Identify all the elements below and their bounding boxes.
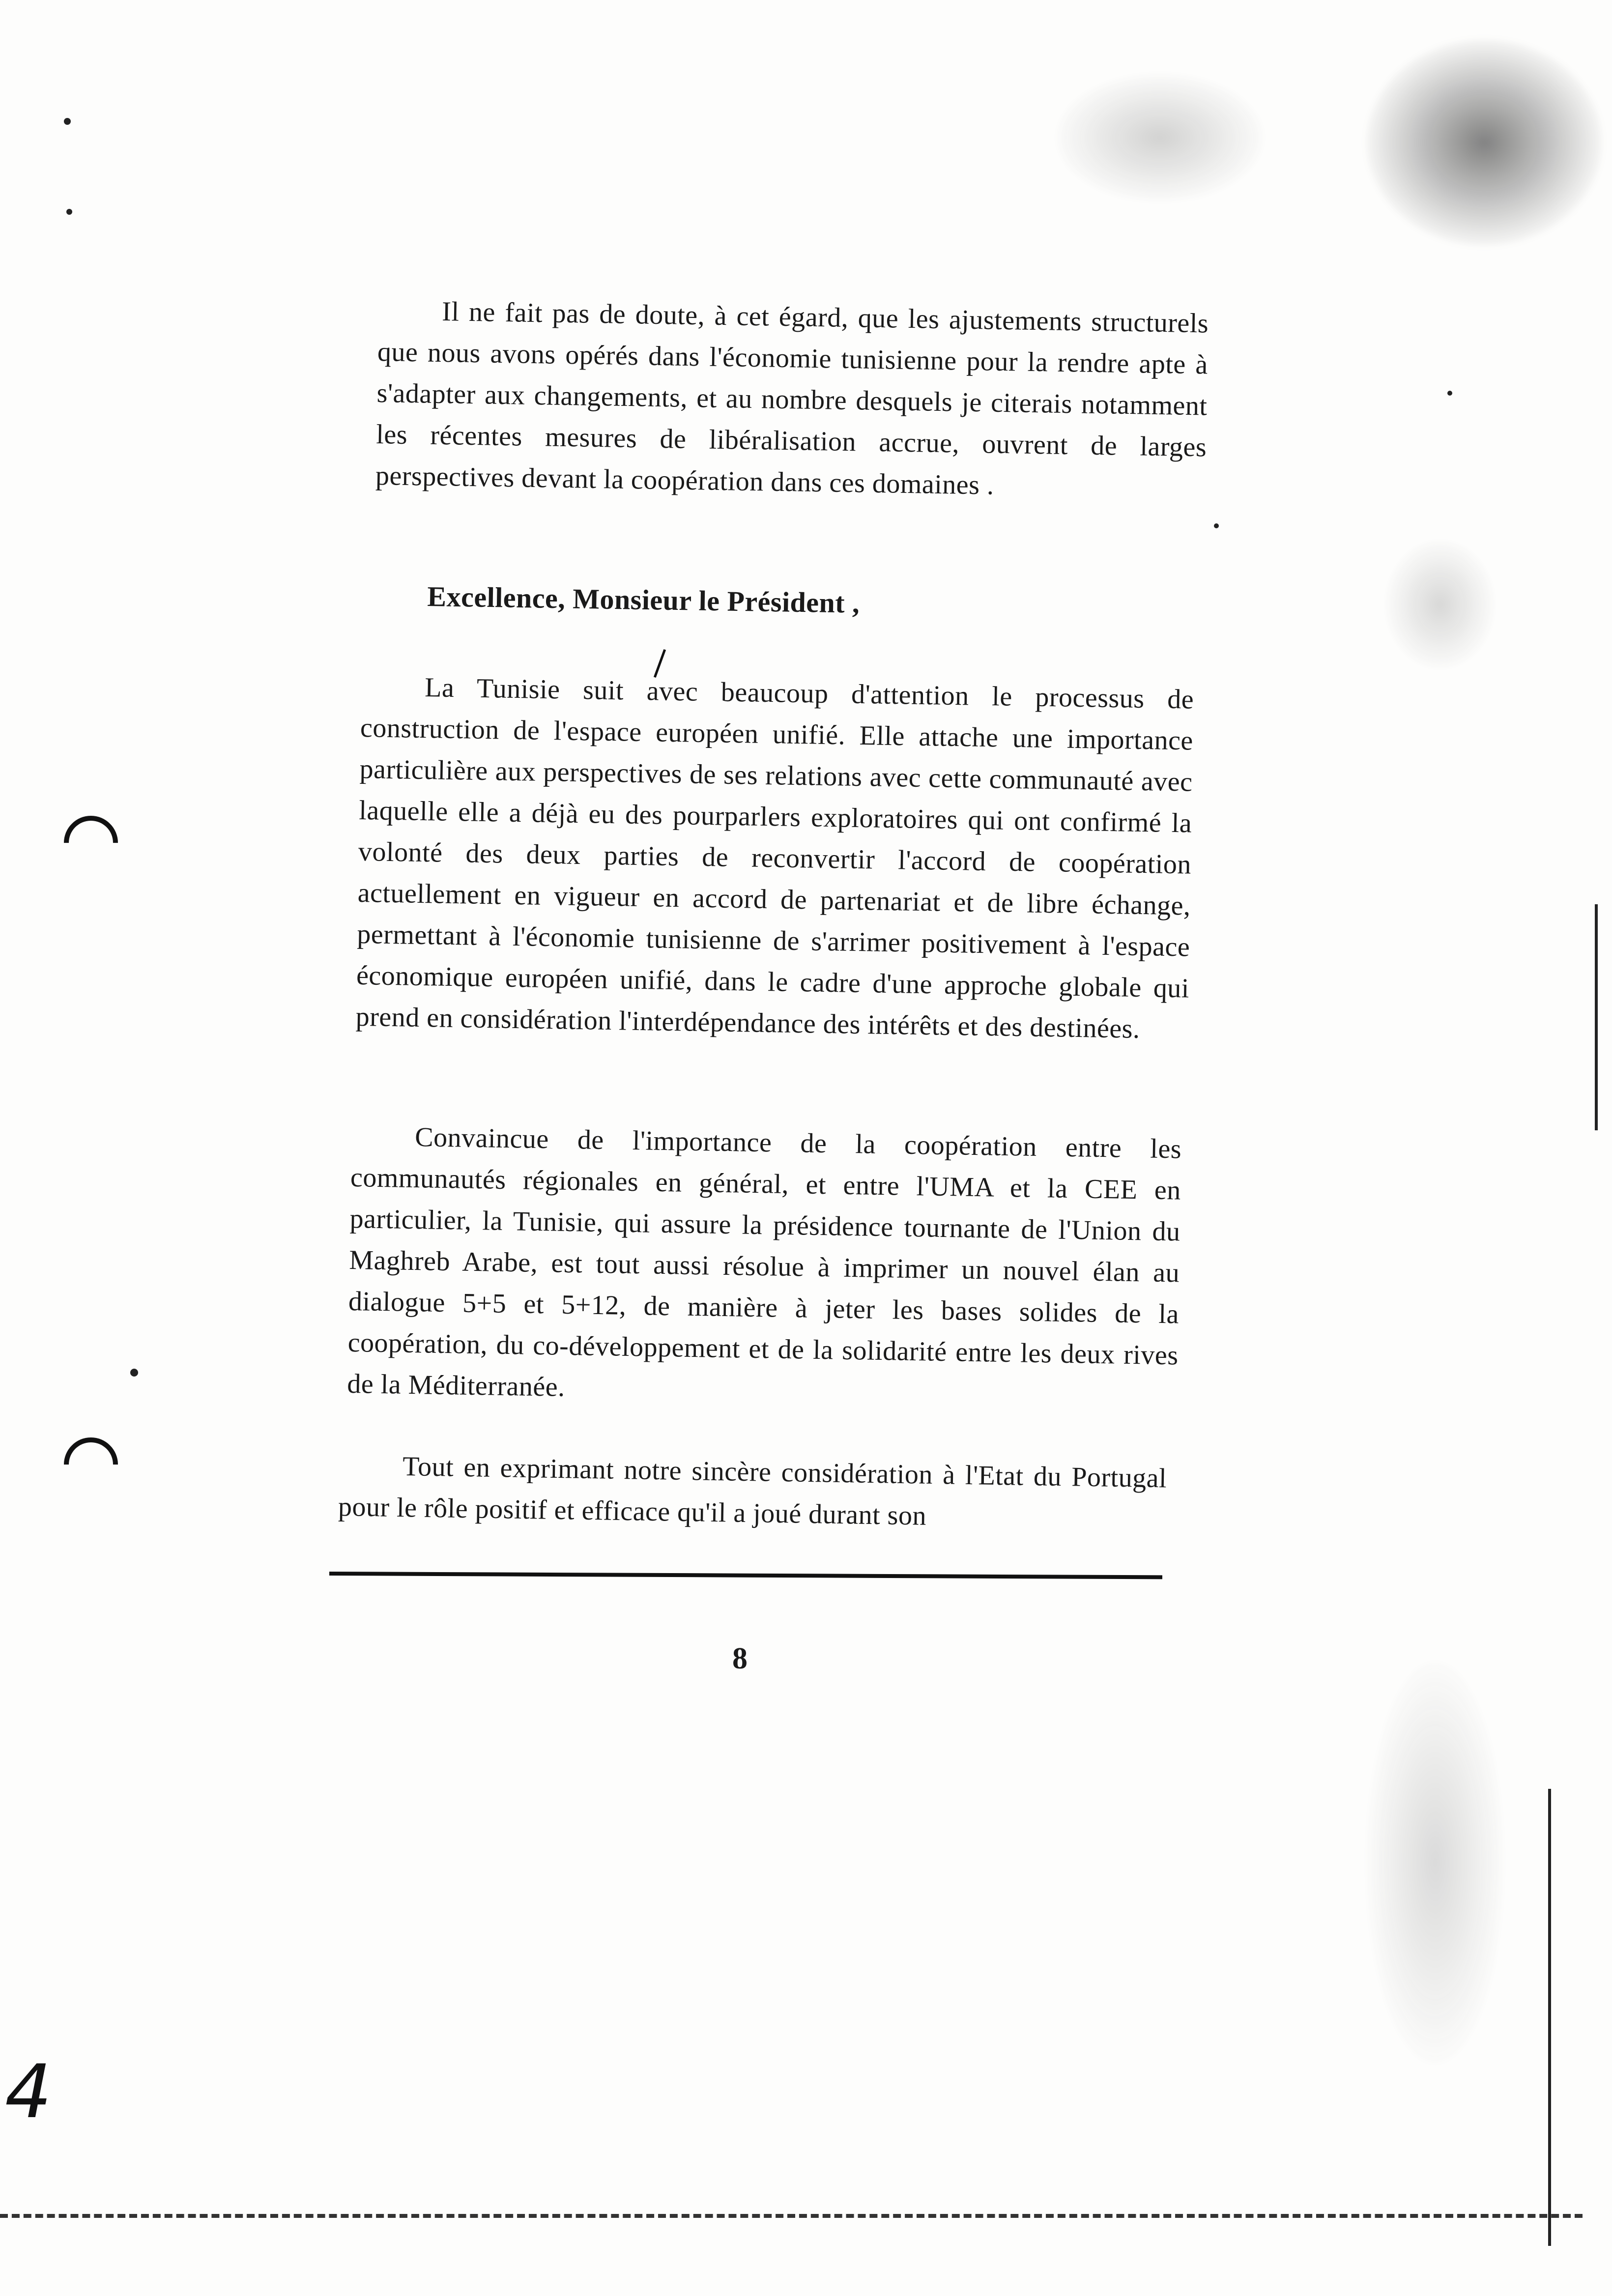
scan-noise-top-center [1057, 74, 1263, 201]
margin-speck [66, 209, 72, 215]
right-margin-line-lower [1548, 1789, 1551, 2246]
scan-noise-top-right [1366, 39, 1602, 246]
margin-speck [1447, 391, 1452, 396]
punch-hole-mark-upper [53, 804, 129, 881]
paragraph-2-text: La Tunisie suit avec beaucoup d'attention le processus de construction de l'espace européen unifié. Elle attache une importance particulière aux perspectives de ses relations avec cette communauté avec laquelle elle a déjà eu des pourparlers exploratoires qui ont confirmé la volonté des deux parties de reconvertir l'accord de coopération actuellement en vigueur en accord de partenariat et de libre échange, permettant à l'économie tunisienne de s'arrimer positivement à l'espace économique européen unifié, dans le cadre d'une approche globale qui prend en considération l'interdépendance des intérêts et des destinées. [355, 672, 1194, 1044]
margin-speck [1214, 523, 1219, 528]
paragraph-2 [355, 666, 1194, 1051]
scan-noise-mid-right [1386, 541, 1494, 668]
paragraph-4 [338, 1445, 1167, 1540]
handwritten-margin-number: 4 [5, 2049, 52, 2135]
right-margin-line-upper [1595, 904, 1598, 1130]
margin-speck [64, 118, 71, 125]
scan-noise-lower-right [1366, 1661, 1504, 2064]
paragraph-1 [375, 290, 1209, 509]
paragraph-4-text: Tout en exprimant notre sincère considération à l'Etat du Portugal pour le rôle positif et efficace qu'il a joué durant son [338, 1451, 1167, 1531]
paragraph-1-text: Il ne fait pas de doute, à cet égard, que les ajustements structurels que nous avons opérés dans l'économie tunisienne pour la rendre apte à s'adapter aux changements, et au nombre desquels je citerais notamment les récentes mesures de libéralisation accrue, ouvrent de larges perspectives devant la coopération dans ces domaines . [375, 296, 1209, 501]
paragraph-3-text: Convaincue de l'importance de la coopération entre les communautés régionales en général, et entre l'UMA et la CEE en particulier, la Tunisie, qui assure la présidence tournante de l'Union du Maghreb Arabe, est tout aussi résolue à imprimer un nouvel élan au dialogue 5+5 et 5+12, de manière à jeter les bases solides de la coopération, du co-développement et de la solidarité entre les deux rives de la Méditerranée. [346, 1122, 1182, 1403]
salutation-heading: Excellence, Monsieur le Président , [427, 580, 860, 619]
punch-hole-mark-lower [53, 1426, 129, 1503]
paragraph-3 [347, 1116, 1182, 1417]
footer-rule [329, 1572, 1162, 1579]
page-number: 8 [732, 1642, 748, 1675]
margin-speck [130, 1369, 138, 1377]
bottom-dashed-line [0, 2214, 1583, 2218]
